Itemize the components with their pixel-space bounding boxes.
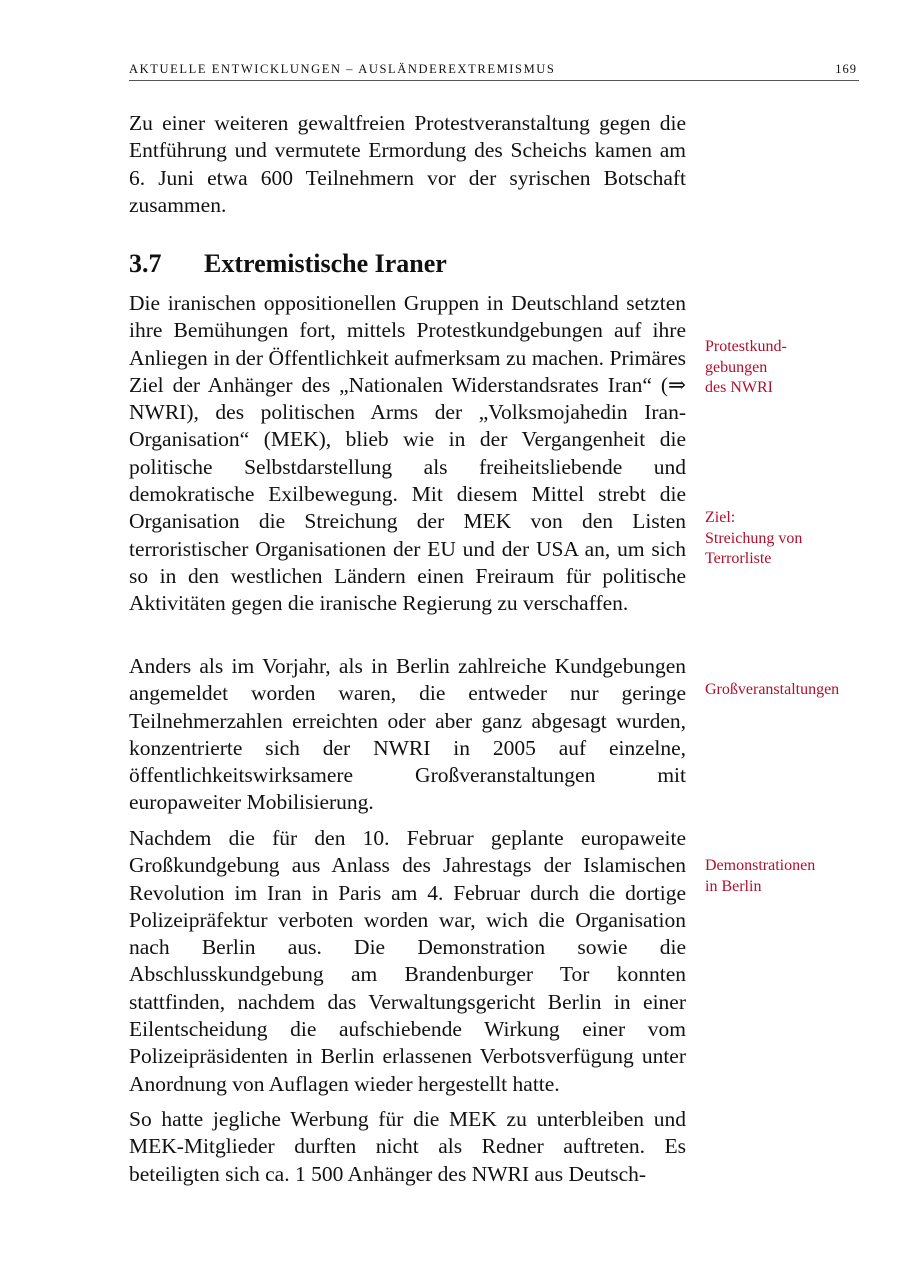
running-header-title: AKTUELLE ENTWICKLUNGEN – AUSLÄNDEREXTREMISMUS (129, 62, 556, 76)
section-title: Extremistische Iraner (204, 249, 447, 278)
page-number: 169 (835, 62, 857, 76)
margin-note-protest (705, 337, 865, 399)
section-number: 3.7 (129, 249, 162, 278)
margin-note-events (705, 680, 865, 701)
section-heading (129, 249, 447, 279)
margin-note-line: Protestkund- (705, 338, 787, 355)
paragraph-2: Anders als im Vorjahr, als in Berlin zahlreiche Kundgebungen angemeldet worden waren, die entweder nur geringe Teilnehmerzahlen erreichten oder aber ganz abgesagt wurden, konzentrierte sich der NWRI in 2005 auf einzelne, öffentlichkeitswirksamere Großveranstaltungen mit europaweiter Mobilisierung. (129, 654, 686, 815)
paragraph-4: So hatte jegliche Werbung für die MEK zu unterbleiben und MEK-Mitglieder durften nicht als Redner auftreten. Es beteiligten sich ca. 1 500 Anhänger des NWRI aus Deutsch- (129, 1107, 686, 1186)
running-header (129, 62, 859, 81)
paragraph-3: Nachdem die für den 10. Februar geplante europaweite Großkundgebung aus Anlass des Jahrestags der Islamischen Revolution im Iran in Paris am 4. Februar durch die dortige Polizeipräfektur verboten worden war, wich die Organisation nach Berlin aus. Die Demonstration sowie die Abschlusskundgebung am Brandenburger Tor konnten stattfinden, nachdem das Verwaltungsgericht Berlin in einer Eilentscheidung die aufschiebende Wirkung einer vom Polizeipräsidenten in Berlin erlassenen Verbotsverfügung unter Anordnung von Auflagen wieder hergestellt hatte. (129, 826, 686, 1096)
margin-note-demonstrations (705, 856, 865, 897)
margin-note-goal (705, 508, 865, 570)
margin-note-line: des NWRI (705, 379, 773, 396)
paragraph-intro: Zu einer weiteren gewaltfreien Protestveranstaltung gegen die Entführung und vermutete Ermordung des Scheichs kamen am 6. Juni etwa 600 Teilnehmern vor der syrischen Botschaft zusammen. (129, 111, 686, 217)
paragraph-1: Die iranischen oppositionellen Gruppen in Deutschland setzten ihre Bemühungen fort, mittels Protestkundgebungen auf ihre Anliegen in der Öffentlichkeit aufmerksam zu machen. Primäres Ziel der Anhänger des „Nationalen Widerstandsrates Iran“ (⇒ NWRI), des politischen Arms der „Volksmojahedin Iran-Organisation“ (MEK), blieb wie in der Vergangenheit die politische Selbstdarstellung als freiheitsliebende und demokratische Exilbewegung. Mit diesem Mittel strebt die Organisation die Streichung der MEK von den Listen terroristischer Organisationen der EU und der USA an, um sich so in den westlichen Ländern einen Freiraum für politische Aktivitäten gegen die iranische Regierung zu verschaffen. (129, 291, 686, 616)
margin-note-line: Demonstrationen (705, 857, 816, 874)
margin-note-line: Großveranstaltungen (705, 681, 840, 698)
margin-note-line: gebungen (705, 358, 768, 376)
margin-note-line: Terrorliste (705, 550, 772, 567)
margin-note-line: Streichung von (705, 529, 803, 547)
margin-note-line: in Berlin (705, 877, 762, 895)
margin-note-line: Ziel: (705, 509, 736, 526)
